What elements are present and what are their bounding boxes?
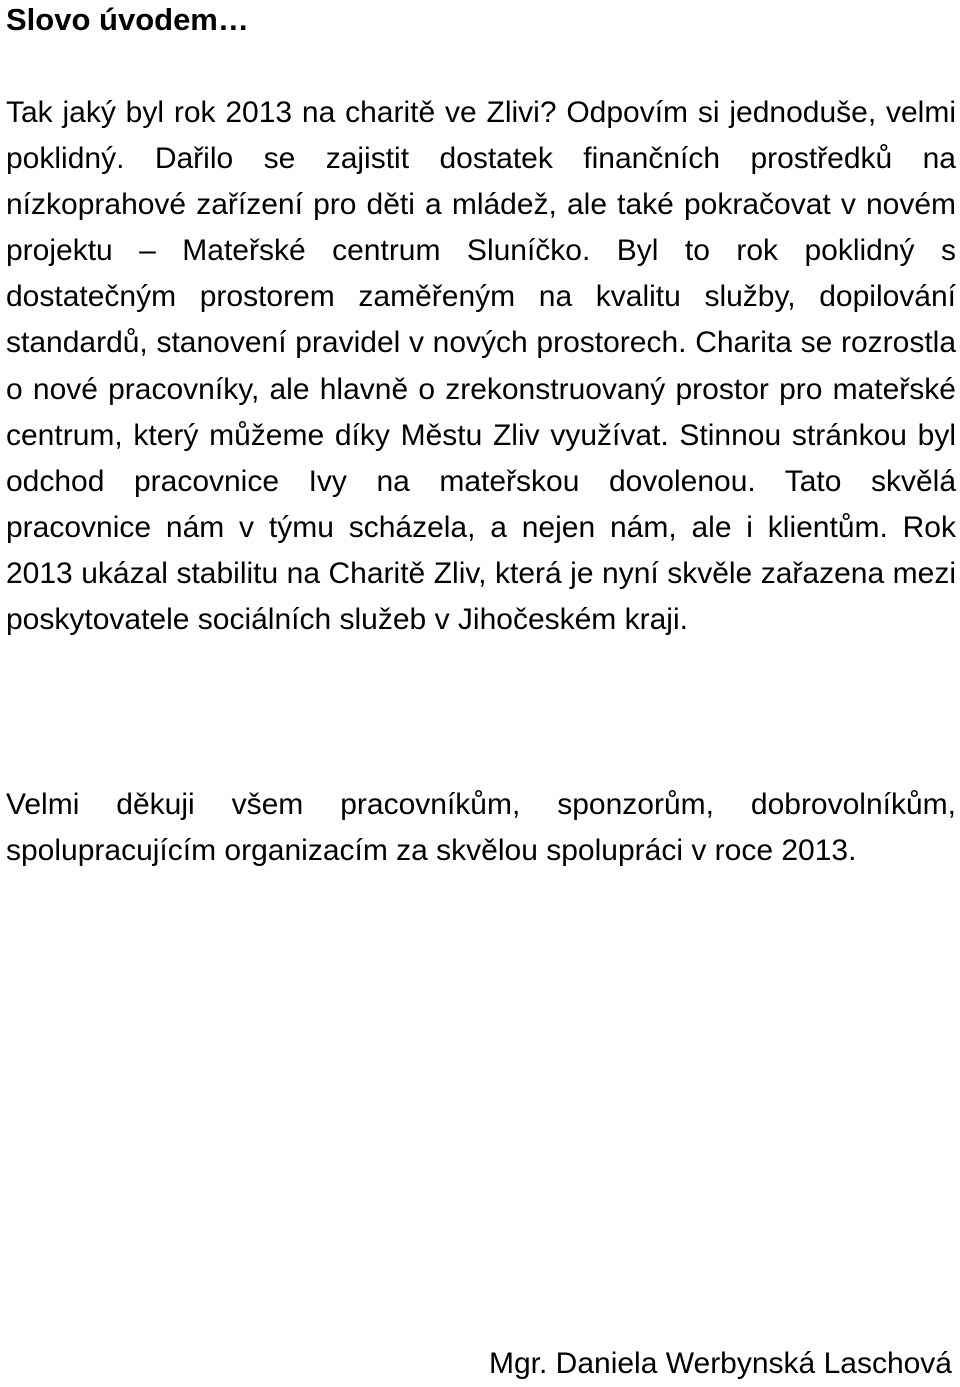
intro-paragraph: Tak jaký byl rok 2013 na charitě ve Zlivi? Odpovím si jednoduše, velmi poklidný. Dařilo se zajistit dostatek finančních prostředků na nízkoprahové zařízení pro děti a mládež, ale také pokračovat v novém projektu – Mateřské centrum Sluníčko. Byl to rok poklidný s dostatečným prostorem zaměřeným na kvalitu služby, dopilování standardů, stanovení pravidel v nových prostorech. Charita se rozrostla o nové pracovníky, ale hlavně o zrekonstruovaný prostor pro mateřské centrum, který můžeme díky Městu Zliv využívat. Stinnou stránkou byl odchod pracovnice Ivy na mateřskou dovolenou. Tato skvělá pracovnice nám v týmu scházela, a nejen nám, ale i klientům. Rok 2013 ukázal stabilitu na Charitě Zliv, která je nyní skvěle zařazena mezi poskytovatele sociálních služeb v Jihočeském kraji. — [6, 96, 956, 637]
page-title: Slovo úvodem… — [6, 2, 249, 37]
thanks-paragraph: Velmi děkuji všem pracovníkům, sponzorům, dobrovolníkům, spolupracujícím organizacím za skvělou spolupráci v roce 2013. — [6, 788, 956, 868]
document-page — [6, 0, 956, 1387]
signature: Mgr. Daniela Werbynská Laschová — [488, 1347, 952, 1380]
